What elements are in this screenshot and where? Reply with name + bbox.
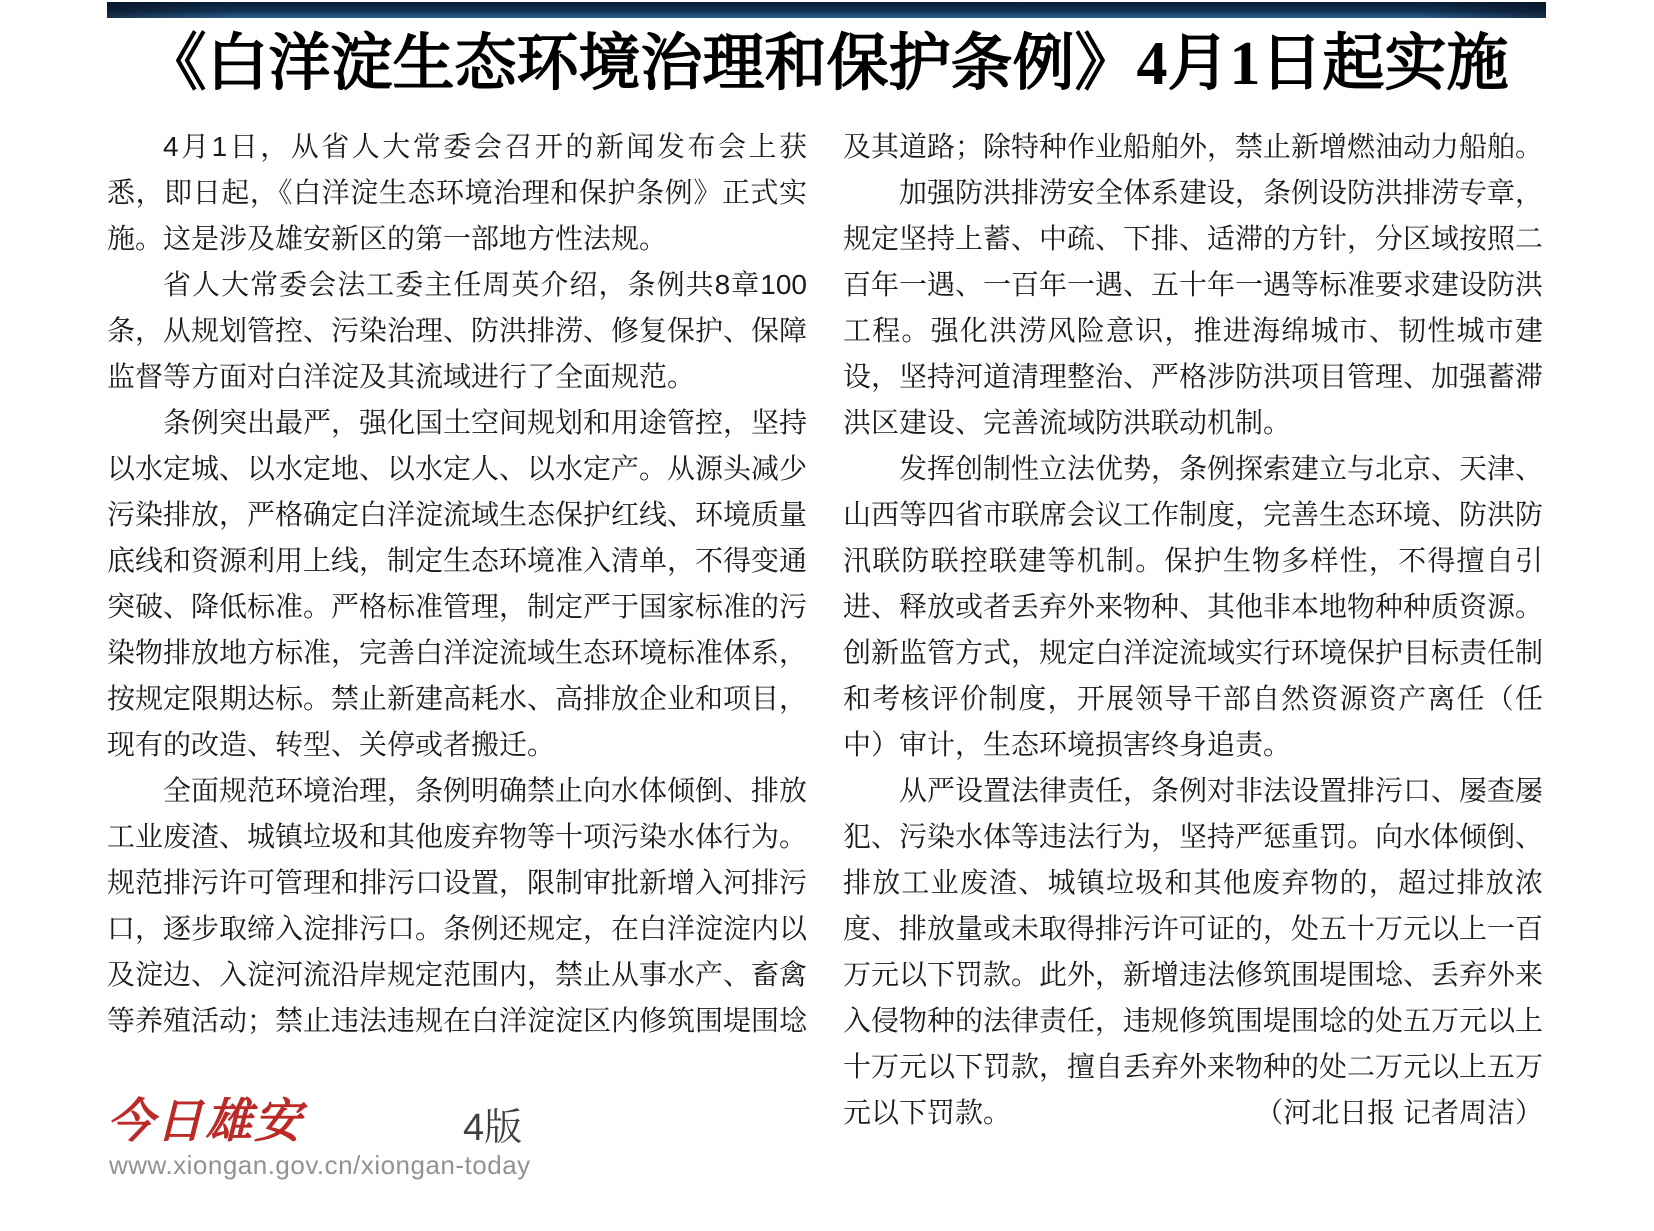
article-title: 《白洋淀生态环境治理和保护条例》4月1日起实施 [144, 30, 1509, 98]
page-number: 4版 [463, 1107, 523, 1149]
masthead-bar [107, 2, 1546, 18]
article-paragraph: 从严设置法律责任，条例对非法设置排污口、屡查屡犯、污染水体等违法行为，坚持严惩重罚。向水体倾倒、排放工业废渣、城镇垃圾和其他废弃物的，超过排放浓度、排放量或未取得排污许可证的，处五十万元以上一百万元以下罚款。此外，新增违法修筑围堤围埝、丢弃外来入侵物种的法律责任，违规修筑围堤围埝的处五万元以上十万元以下罚款，擅自丢弃外来物种的处二万元以上五万元以下罚款。 （河北日报 记者周洁） [843, 768, 1543, 1136]
byline: （河北日报 记者周洁） [1255, 1097, 1543, 1128]
article-paragraph: 发挥创制性立法优势，条例探索建立与北京、天津、山西等四省市联席会议工作制度，完善生态环境、防洪防汛联防联控联建等机制。保护生物多样性，不得擅自引进、释放或者丢弃外来物种、其他非本地物种种质资源。创新监管方式，规定白洋淀流域实行环境保护目标责任制和考核评价制度，开展领导干部自然资源资产离任（任中）审计，生态环境损害终身追责。 [843, 453, 1544, 760]
article-paragraph: 加强防洪排涝安全体系建设，条例设防洪排涝专章，规定坚持上蓄、中疏、下排、适滞的方针，分区域按照二百年一遇、一百年一遇、五十年一遇等标准要求建设防洪工程。强化洪涝风险意识，推进海绵城市、韧性城市建设，坚持河道清理整治、严格涉防洪项目管理、加强蓄滞洪区建设、完善流域防洪联动机制。 [843, 177, 1544, 438]
article-paragraph: 条例突出最严，强化国土空间规划和用途管控，坚持以水定城、以水定地、以水定人、以水定产。从源头减少污染排放，严格确定白洋淀流域生态保护红线、环境质量底线和资源利用上线，制定生态环境准入清单，不得变通突破、降低标准。严格标准管理，制定严于国家标准的污染物排放地方标准，完善白洋淀流域生态环境标准体系，按规定限期达标。禁止新建高耗水、高排放企业和项目，现有的改造、转型、关停或者搬迁。 [107, 407, 808, 760]
footer [107, 1096, 807, 1206]
article-column-left [107, 124, 807, 1136]
article-body [107, 124, 1546, 1136]
jinri-xiongan-logo: 今日雄安 [107, 1094, 303, 1149]
article-column-right [843, 124, 1543, 1136]
article-paragraph: 4月1日，从省人大常委会召开的新闻发布会上获悉，即日起，《白洋淀生态环境治理和保护条例》正式实施。这是涉及雄安新区的第一部地方性法规。 [107, 131, 807, 254]
article-paragraph: 省人大常委会法工委主任周英介绍，条例共8章100条，从规划管控、污染治理、防洪排涝、修复保护、保障监督等方面对白洋淀及其流域进行了全面规范。 [107, 269, 808, 392]
article-paragraph: 全面规范环境治理，条例明确禁止向水体倾倒、排放工业废渣、城镇垃圾和其他废弃物等十项污染水体行为。规范排污许可管理和排污口设置，限制审批新增入河排污口，逐步取缔入淀排污口。条例还规定，在白洋淀淀内以及淀边、入淀河流沿岸规定范围内，禁止从事水产、畜禽等养殖活动；禁止违法违规在白洋淀淀区内修筑围堤围埝 [107, 775, 808, 1036]
article-paragraph: 及其道路；除特种作业船舶外，禁止新增燃油动力船舶。 [843, 131, 1544, 162]
footer-url: www.xiongan.gov.cn/xiongan-today [109, 1150, 531, 1180]
